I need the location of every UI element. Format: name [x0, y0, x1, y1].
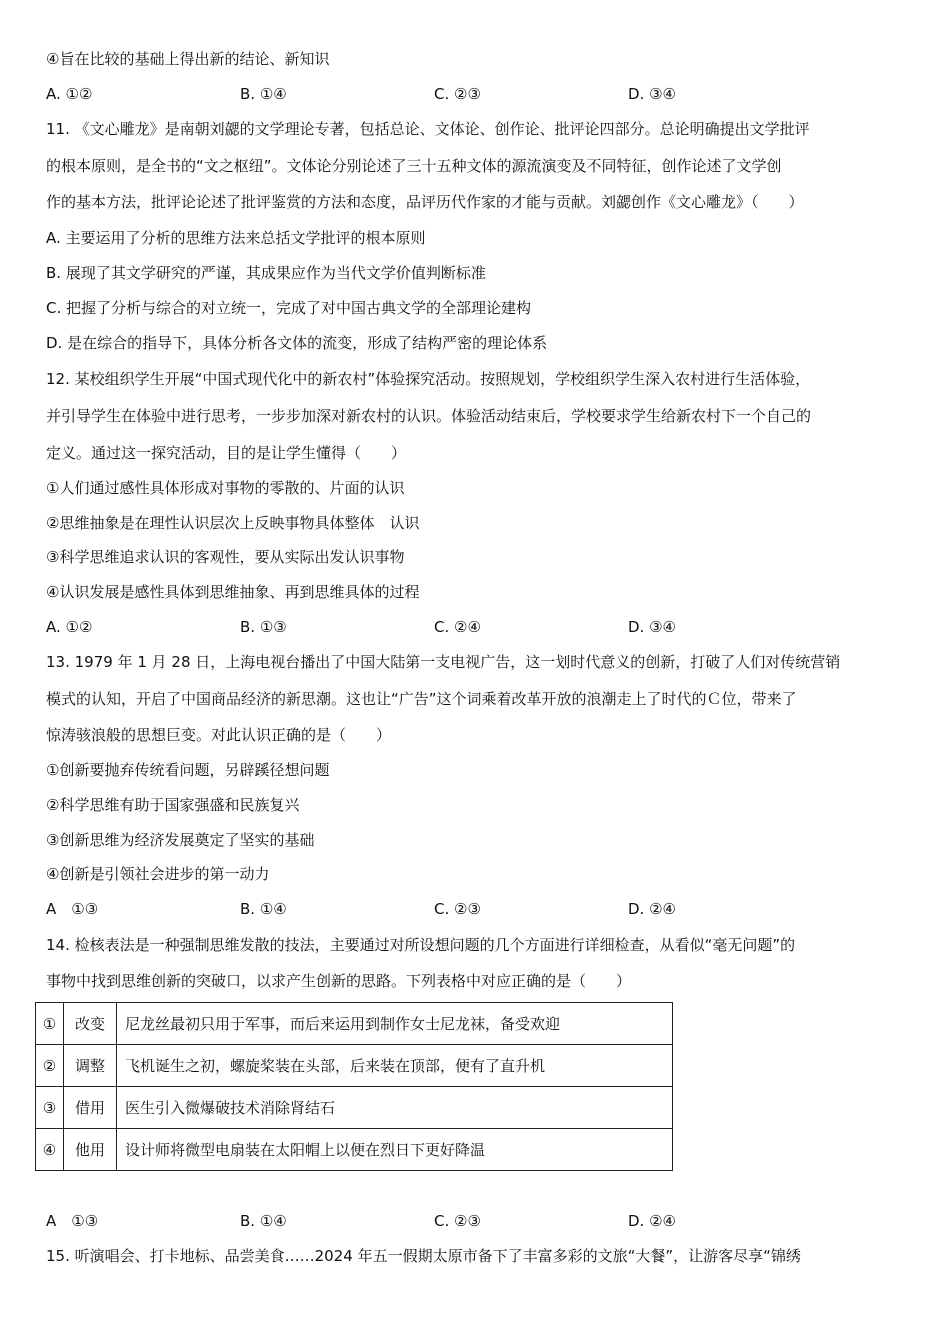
q14-stem-line-1: 14. 检核表法是一种强制思维发散的技法，主要通过对所设想问题的几个方面进行详细检查，从看似“毫无问题”的: [46, 936, 796, 954]
q13-choice-b[interactable]: B. ①④: [240, 900, 287, 918]
row-number: ④: [36, 1129, 64, 1171]
q11-stem-line-1: 11. 《文心雕龙》是南朝刘勰的文学理论专著，包括总论、文体论、创作论、批评论四部分。总论明确提出文学批评: [46, 120, 810, 138]
q14-choice-b[interactable]: B. ①④: [240, 1212, 287, 1230]
q12-choices: [46, 617, 906, 637]
row-method: 改变: [64, 1003, 117, 1045]
q10-statement-4: ④旨在比较的基础上得出新的结论、新知识: [46, 50, 330, 68]
q11-choice-c[interactable]: C. 把握了分析与综合的对立统一，完成了对中国古典文学的全部理论建构: [46, 299, 532, 317]
q14-choice-a[interactable]: A ①③: [46, 1212, 99, 1230]
q12-choice-a[interactable]: A. ①②: [46, 618, 93, 636]
q13-stem-line-2: 模式的认知，开启了中国商品经济的新思潮。这也让“广告”这个词乘着改革开放的浪潮走上了时代的Ｃ位，带来了: [46, 690, 797, 708]
q10-choice-c[interactable]: C. ②③: [434, 85, 481, 103]
table-row: [36, 1087, 673, 1129]
q13-choice-a[interactable]: A ①③: [46, 900, 99, 918]
q14-choice-d[interactable]: D. ②④: [628, 1212, 676, 1230]
q12-stem-line-3: 定义。通过这一探究活动，目的是让学生懂得（ ）: [46, 444, 407, 462]
q12-stem-line-2: 并引导学生在体验中进行思考，一步步加深对新农村的认识。体验活动结束后，学校要求学生给新农村下一个自己的: [46, 407, 812, 425]
q12-stem-line-1: 12. 某校组织学生开展“中国式现代化中的新农村”体验探究活动。按照规划，学校组织学生深入农村进行生活体验，: [46, 370, 811, 388]
q14-stem-line-2: 事物中找到思维创新的突破口，以求产生创新的思路。下列表格中对应正确的是（ ）: [46, 972, 632, 990]
q13-statement-3: ③创新思维为经济发展奠定了坚实的基础: [46, 831, 315, 849]
q12-choice-b[interactable]: B. ①③: [240, 618, 287, 636]
q13-stem-line-3: 惊涛骇浪般的思想巨变。对此认识正确的是（ ）: [46, 726, 392, 744]
row-method: 他用: [64, 1129, 117, 1171]
q13-choices: [46, 899, 906, 919]
row-number: ①: [36, 1003, 64, 1045]
q11-choice-b[interactable]: B. 展现了其文学研究的严谨，其成果应作为当代文学价值判断标准: [46, 264, 486, 282]
row-method: 调整: [64, 1045, 117, 1087]
row-example: 设计师将微型电扇装在太阳帽上以便在烈日下更好降温: [117, 1129, 673, 1171]
q13-statement-2: ②科学思维有助于国家强盛和民族复兴: [46, 796, 300, 814]
q11-stem-line-3: 作的基本方法，批评论论述了批评鉴赏的方法和态度，品评历代作家的才能与贡献。刘勰创作《文心雕龙》（ ）: [46, 193, 804, 211]
q14-choice-c[interactable]: C. ②③: [434, 1212, 481, 1230]
row-example: 医生引入微爆破技术消除肾结石: [117, 1087, 673, 1129]
table-row: [36, 1129, 673, 1171]
q10-choices: [46, 84, 906, 104]
row-number: ②: [36, 1045, 64, 1087]
table-row: [36, 1045, 673, 1087]
q12-choice-d[interactable]: D. ③④: [628, 618, 676, 636]
row-method: 借用: [64, 1087, 117, 1129]
q13-statement-4: ④创新是引领社会进步的第一动力: [46, 865, 270, 883]
table-row: [36, 1003, 673, 1045]
q14-checklist-table: [35, 1002, 673, 1171]
q13-statement-1: ①创新要抛弃传统看问题，另辟蹊径想问题: [46, 761, 330, 779]
q15-stem-line-1: 15. 听演唱会、打卡地标、品尝美食……2024 年五一假期太原市备下了丰富多彩的文旅“大餐”，让游客尽享“锦绣: [46, 1247, 801, 1265]
q12-statement-1: ①人们通过感性具体形成对事物的零散的、片面的认识: [46, 479, 405, 497]
q13-choice-c[interactable]: C. ②③: [434, 900, 481, 918]
q10-choice-b[interactable]: B. ①④: [240, 85, 287, 103]
row-number: ③: [36, 1087, 64, 1129]
q10-choice-a[interactable]: A. ①②: [46, 85, 93, 103]
row-example: 飞机诞生之初，螺旋桨装在头部，后来装在顶部，便有了直升机: [117, 1045, 673, 1087]
q11-choice-d[interactable]: D. 是在综合的指导下，具体分析各文体的流变，形成了结构严密的理论体系: [46, 334, 548, 352]
q13-stem-line-1: 13. 1979 年 1 月 28 日，上海电视台播出了中国大陆第一支电视广告，这一划时代意义的创新，打破了人们对传统营销: [46, 653, 841, 671]
q12-statement-2: ②思维抽象是在理性认识层次上反映事物具体整体 认识: [46, 514, 420, 532]
q10-choice-d[interactable]: D. ③④: [628, 85, 676, 103]
q12-choice-c[interactable]: C. ②④: [434, 618, 481, 636]
q12-statement-3: ③科学思维追求认识的客观性，要从实际出发认识事物: [46, 548, 405, 566]
q14-choices: [46, 1211, 906, 1231]
q13-choice-d[interactable]: D. ②④: [628, 900, 676, 918]
q11-stem-line-2: 的根本原则，是全书的“文之枢纽”。文体论分别论述了三十五种文体的源流演变及不同特征，创作论述了文学创: [46, 157, 782, 175]
q12-statement-4: ④认识发展是感性具体到思维抽象、再到思维具体的过程: [46, 583, 420, 601]
row-example: 尼龙丝最初只用于军事，而后来运用到制作女士尼龙袜，备受欢迎: [117, 1003, 673, 1045]
q11-choice-a[interactable]: A. 主要运用了分析的思维方法来总括文学批评的根本原则: [46, 229, 426, 247]
